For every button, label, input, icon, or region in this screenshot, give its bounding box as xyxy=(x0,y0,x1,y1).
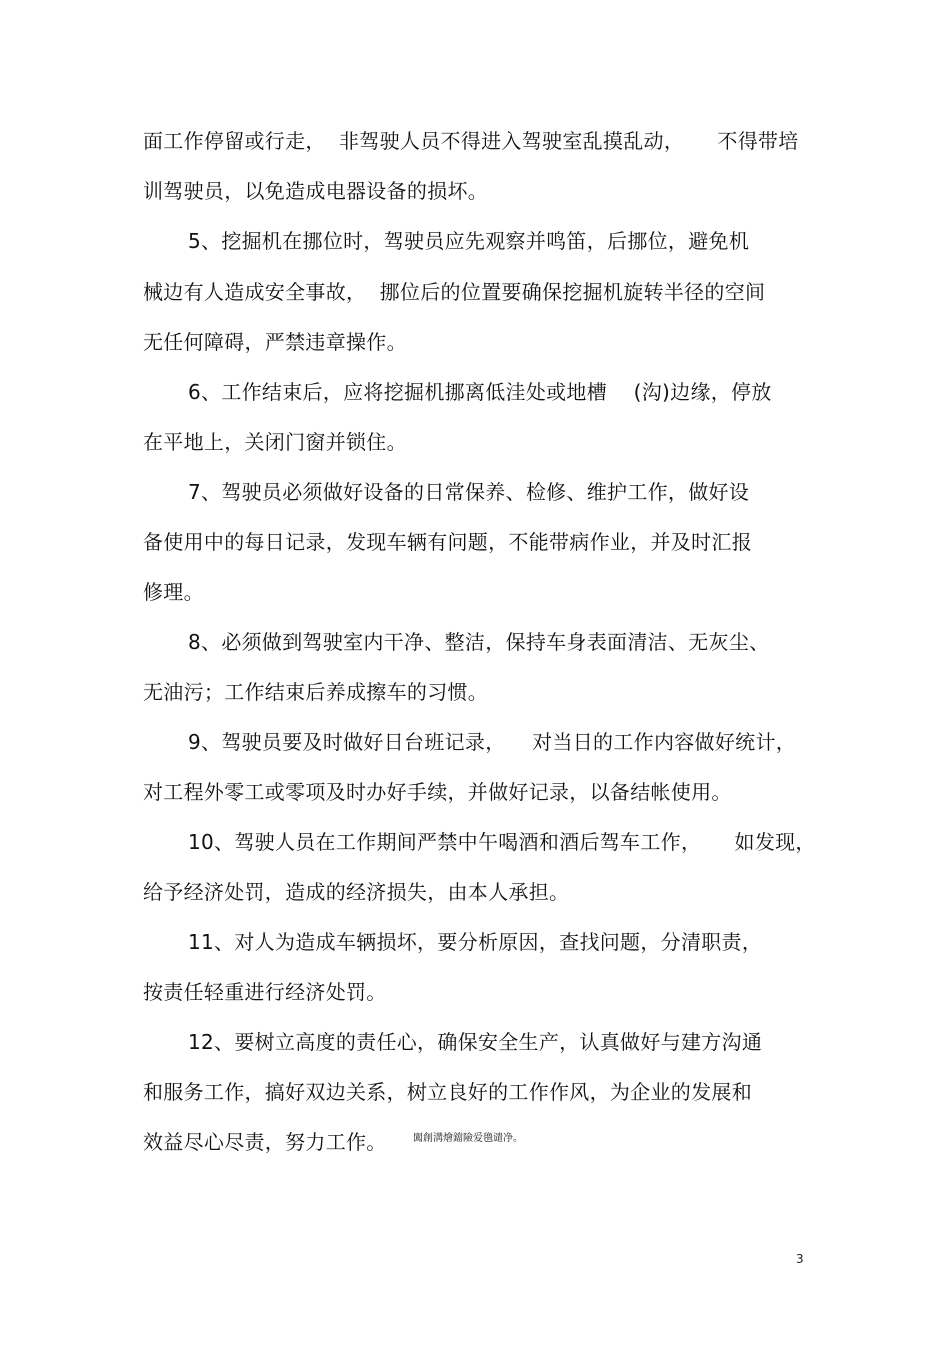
text-line: 和服务工作，搞好双边关系，树立良好的工作作风，为企业的发展和 xyxy=(143,1080,752,1104)
text-line: 对工程外零工或零项及时办好手续，并做好记录，以备结帐使用。 xyxy=(143,780,732,804)
text-line: 给予经济处罚，造成的经济损失，由本人承担。 xyxy=(143,880,570,904)
text-line: 备使用中的每日记录，发现车辆有问题，不能带病作业，并及时汇报 xyxy=(143,530,752,554)
text-line: 训驾驶员，以免造成电器设备的损坏。 xyxy=(143,179,489,203)
paragraph-11-line: 11、对人为造成车辆损坏，要分析原因，查找问题，分清职责， xyxy=(188,930,763,954)
text-line: 按责任轻重进行经济处罚。 xyxy=(143,980,387,1004)
paragraph-12-line: 12、要树立高度的责任心，确保安全生产，认真做好与建方沟通 xyxy=(188,1030,763,1054)
paragraph-10-line: 10、驾驶人员在工作期间严禁中午喝酒和酒后驾车工作， 如发现， xyxy=(188,830,816,854)
text-line: 无任何障碍，严禁违章操作。 xyxy=(143,330,407,354)
text-line: 效益尽心尽责，努力工作。 xyxy=(143,1130,387,1154)
text-line: 械边有人造成安全事故， 挪位后的位置要确保挖掘机旋转半径的空间 xyxy=(143,280,766,304)
paragraph-8-line: 8、必须做到驾驶室内干净、整洁，保持车身表面清洁、无灰尘、 xyxy=(188,630,770,654)
text-line: 修理。 xyxy=(143,580,204,604)
text-line: 面工作停留或行走， 非驾驶人员不得进入驾驶室乱摸乱动， 不得带培 xyxy=(143,129,799,153)
text-line: 无油污；工作结束后养成擦车的习惯。 xyxy=(143,680,489,704)
paragraph-5-line: 5、挖掘机在挪位时，驾驶员应先观察并鸣笛，后挪位，避免机 xyxy=(188,229,750,253)
paragraph-9-line: 9、驾驶员要及时做好日台班记录， 对当日的工作内容做好统计， xyxy=(188,730,797,754)
paragraph-6-line: 6、工作结束后，应将挖掘机挪离低洼处或地槽 (沟)边缘，停放 xyxy=(188,380,772,404)
page-number: 3 xyxy=(796,1252,804,1266)
paragraph-7-line: 7、驾驶员必须做好设备的日常保养、检修、维护工作，做好设 xyxy=(188,480,750,504)
text-line: 在平地上，关闭门窗并锁住。 xyxy=(143,430,407,454)
garbled-footnote-text: 闖創溝燴鐺險爱氇谴净。 xyxy=(413,1133,523,1144)
